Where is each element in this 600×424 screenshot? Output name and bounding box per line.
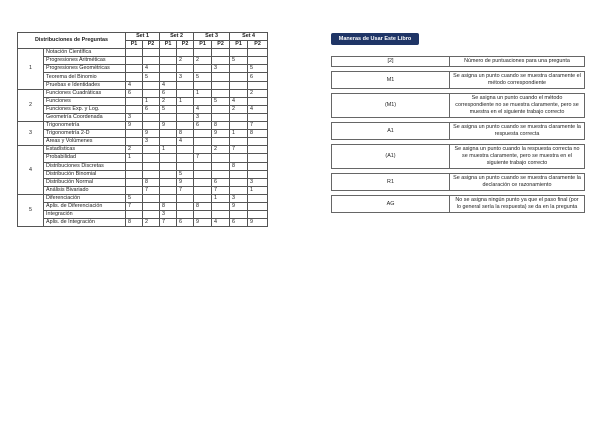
question-number-cell xyxy=(126,105,143,113)
set-header: Set 4 xyxy=(230,33,268,41)
question-number-cell: 9 xyxy=(194,219,212,227)
question-number-cell: 8 xyxy=(212,122,230,130)
section-number: 3 xyxy=(18,122,44,146)
question-number-cell: 4 xyxy=(212,219,230,227)
marking-code: A1 xyxy=(332,123,450,140)
question-number-cell xyxy=(194,194,212,202)
marking-code: (M1) xyxy=(332,94,450,118)
question-number-cell: 3 xyxy=(248,178,268,186)
question-number-cell xyxy=(160,154,177,162)
question-number-cell: 2 xyxy=(194,57,212,65)
table-title: Distribuciones de Preguntas xyxy=(18,33,126,49)
question-number-cell xyxy=(143,202,160,210)
marking-description: Se asigna un punto cuando el método correspondiente no se muestra claramente, pero se muestra en el siguiente trabajo correcto xyxy=(450,94,585,118)
question-number-cell: 5 xyxy=(230,57,248,65)
marking-code-row xyxy=(332,174,585,191)
question-number-cell: 9 xyxy=(160,122,177,130)
question-number-cell xyxy=(248,202,268,210)
table-row xyxy=(18,73,268,81)
question-distribution-table xyxy=(17,32,268,227)
marking-code: (A1) xyxy=(332,145,450,169)
question-number-cell xyxy=(160,178,177,186)
question-number-cell: 1 xyxy=(177,97,194,105)
question-number-cell: 6 xyxy=(143,105,160,113)
table-row xyxy=(18,194,268,202)
question-number-cell: 6 xyxy=(160,89,177,97)
question-number-cell xyxy=(230,178,248,186)
topic-cell: Notación Científica xyxy=(44,49,126,57)
question-number-cell xyxy=(212,105,230,113)
question-number-cell xyxy=(248,49,268,57)
question-number-cell: 8 xyxy=(230,162,248,170)
question-number-cell xyxy=(177,113,194,121)
question-number-cell xyxy=(126,170,143,178)
table-row xyxy=(18,219,268,227)
question-number-cell: 1 xyxy=(143,97,160,105)
question-number-cell xyxy=(212,89,230,97)
question-number-cell xyxy=(212,57,230,65)
question-number-cell xyxy=(248,138,268,146)
question-number-cell: 4 xyxy=(126,81,143,89)
topic-cell: Teorema del Binomio xyxy=(44,73,126,81)
question-number-cell: 6 xyxy=(126,89,143,97)
question-number-cell: 6 xyxy=(212,178,230,186)
question-number-cell xyxy=(126,178,143,186)
topic-cell: Trigonometría 2-D xyxy=(44,130,126,138)
paper-header: P2 xyxy=(143,41,160,49)
question-number-cell: 4 xyxy=(248,105,268,113)
paper-header: P2 xyxy=(212,41,230,49)
question-number-cell xyxy=(160,73,177,81)
paper-header: P2 xyxy=(248,41,268,49)
marking-description: Se asigna un punto cuando se muestra claramente la respuesta correcta xyxy=(450,123,585,140)
topic-cell: Distribución Normal xyxy=(44,178,126,186)
question-number-cell xyxy=(212,170,230,178)
question-number-cell xyxy=(194,49,212,57)
question-number-cell xyxy=(160,113,177,121)
question-number-cell: 4 xyxy=(194,105,212,113)
question-number-cell: 9 xyxy=(248,219,268,227)
question-number-cell xyxy=(177,89,194,97)
question-number-cell: 8 xyxy=(143,178,160,186)
topic-cell: Trigonometría xyxy=(44,122,126,130)
table-row xyxy=(18,89,268,97)
question-number-cell: 5 xyxy=(177,170,194,178)
question-number-cell: 9 xyxy=(212,130,230,138)
question-number-cell xyxy=(126,138,143,146)
marking-description: Se asigna un punto cuando se muestra claramente el método correspondiente xyxy=(450,72,585,89)
question-number-cell xyxy=(160,130,177,138)
question-number-cell xyxy=(126,57,143,65)
question-number-cell xyxy=(212,202,230,210)
question-number-cell: 9 xyxy=(143,130,160,138)
question-number-cell xyxy=(160,57,177,65)
question-number-cell xyxy=(126,211,143,219)
topic-cell: Funciones Exp. y Log. xyxy=(44,105,126,113)
table-row xyxy=(18,65,268,73)
question-number-cell: 8 xyxy=(248,130,268,138)
topic-cell: Distribución Binomial xyxy=(44,170,126,178)
question-number-cell xyxy=(212,154,230,162)
marking-code: M1 xyxy=(332,72,450,89)
question-number-cell: 7 xyxy=(177,186,194,194)
topic-cell: Pruebas e Identidades xyxy=(44,81,126,89)
table-row xyxy=(18,146,268,154)
section-number: 1 xyxy=(18,49,44,89)
set-header: Set 2 xyxy=(160,33,194,41)
question-number-cell xyxy=(248,162,268,170)
question-number-cell: 7 xyxy=(230,146,248,154)
topic-cell: Aplis. de Diferenciación xyxy=(44,202,126,210)
question-number-cell: 6 xyxy=(248,73,268,81)
question-number-cell xyxy=(230,211,248,219)
paper-header: P2 xyxy=(177,41,194,49)
table-row xyxy=(18,122,268,130)
table-row xyxy=(18,178,268,186)
table-row xyxy=(18,211,268,219)
question-number-cell xyxy=(212,81,230,89)
table-row xyxy=(18,81,268,89)
question-number-cell: 3 xyxy=(194,113,212,121)
question-number-cell: 5 xyxy=(194,73,212,81)
question-number-cell xyxy=(230,122,248,130)
topic-cell: Distribuciones Discretas xyxy=(44,162,126,170)
question-number-cell xyxy=(230,73,248,81)
question-number-cell xyxy=(248,194,268,202)
question-number-cell: 8 xyxy=(160,202,177,210)
question-number-cell xyxy=(143,194,160,202)
question-number-cell xyxy=(212,113,230,121)
question-number-cell xyxy=(177,162,194,170)
marking-code: [2] xyxy=(332,57,450,67)
question-number-cell: 3 xyxy=(230,194,248,202)
question-number-cell xyxy=(230,81,248,89)
question-number-cell xyxy=(126,73,143,81)
question-number-cell: 7 xyxy=(160,219,177,227)
table-row xyxy=(18,113,268,121)
question-number-cell xyxy=(177,202,194,210)
question-number-cell xyxy=(160,65,177,73)
question-number-cell xyxy=(248,81,268,89)
question-number-cell: 7 xyxy=(212,186,230,194)
topic-cell: Funciones xyxy=(44,97,126,105)
question-number-cell: 2 xyxy=(160,97,177,105)
question-number-cell: 1 xyxy=(194,89,212,97)
topic-cell: Progresiones Geométricas xyxy=(44,65,126,73)
question-number-cell: 7 xyxy=(126,202,143,210)
question-number-cell: 3 xyxy=(212,65,230,73)
topic-cell: Estadísticas xyxy=(44,146,126,154)
question-number-cell: 3 xyxy=(143,138,160,146)
marking-code: R1 xyxy=(332,174,450,191)
table-row xyxy=(18,154,268,162)
topic-cell: Geometría Coordenada xyxy=(44,113,126,121)
question-number-cell: 5 xyxy=(160,105,177,113)
question-number-cell: 3 xyxy=(126,113,143,121)
question-number-cell xyxy=(177,194,194,202)
paper-header: P1 xyxy=(194,41,212,49)
question-number-cell xyxy=(160,186,177,194)
topic-cell: Áreas y Volúmenes xyxy=(44,138,126,146)
question-number-cell xyxy=(194,81,212,89)
question-number-cell xyxy=(126,186,143,194)
question-number-cell: 6 xyxy=(194,122,212,130)
question-number-cell xyxy=(194,65,212,73)
marking-code-row xyxy=(332,145,585,169)
paper-header: P1 xyxy=(160,41,177,49)
question-number-cell xyxy=(143,89,160,97)
question-number-cell xyxy=(248,211,268,219)
question-number-cell xyxy=(177,154,194,162)
question-number-cell xyxy=(177,105,194,113)
question-number-cell: 6 xyxy=(177,219,194,227)
topic-cell: Diferenciación xyxy=(44,194,126,202)
question-number-cell: 3 xyxy=(160,211,177,219)
marking-code: AG xyxy=(332,196,450,213)
question-number-cell xyxy=(248,113,268,121)
question-number-cell xyxy=(230,113,248,121)
table-row xyxy=(18,138,268,146)
question-number-cell xyxy=(230,65,248,73)
question-number-cell xyxy=(212,49,230,57)
question-number-cell: 1 xyxy=(160,146,177,154)
question-number-cell xyxy=(177,146,194,154)
question-number-cell xyxy=(143,146,160,154)
topic-cell: Funciones Cuadráticas xyxy=(44,89,126,97)
question-number-cell: 1 xyxy=(248,186,268,194)
question-number-cell xyxy=(194,130,212,138)
question-number-cell xyxy=(143,162,160,170)
question-number-cell: 9 xyxy=(230,202,248,210)
question-number-cell: 5 xyxy=(212,97,230,105)
question-number-cell: 2 xyxy=(248,89,268,97)
table-row xyxy=(18,162,268,170)
question-number-cell xyxy=(212,73,230,81)
question-number-cell xyxy=(194,211,212,219)
question-number-cell: 5 xyxy=(143,73,160,81)
table-row xyxy=(18,170,268,178)
question-number-cell xyxy=(230,49,248,57)
question-number-cell xyxy=(248,57,268,65)
question-number-cell xyxy=(248,97,268,105)
paper-header: P1 xyxy=(230,41,248,49)
question-number-cell xyxy=(230,154,248,162)
question-number-cell xyxy=(160,170,177,178)
question-number-cell xyxy=(126,49,143,57)
question-number-cell: 4 xyxy=(143,65,160,73)
question-number-cell xyxy=(143,170,160,178)
question-number-cell: 4 xyxy=(177,138,194,146)
question-number-cell xyxy=(230,89,248,97)
question-number-cell xyxy=(194,186,212,194)
table-row xyxy=(18,49,268,57)
question-number-cell: 8 xyxy=(177,130,194,138)
question-number-cell xyxy=(230,170,248,178)
question-number-cell: 7 xyxy=(248,122,268,130)
question-number-cell xyxy=(177,122,194,130)
ways-body xyxy=(332,57,585,213)
question-number-cell xyxy=(143,81,160,89)
question-number-cell xyxy=(160,138,177,146)
question-number-cell xyxy=(194,146,212,154)
table-row xyxy=(18,202,268,210)
marking-code-row xyxy=(332,72,585,89)
set-header: Set 3 xyxy=(194,33,230,41)
question-number-cell xyxy=(230,186,248,194)
question-number-cell xyxy=(194,138,212,146)
question-number-cell xyxy=(143,49,160,57)
question-number-cell: 5 xyxy=(248,65,268,73)
question-number-cell: 9 xyxy=(177,178,194,186)
marking-description: Se asigna un punto cuando se muestra claramente la declaración ce razonamiento xyxy=(450,174,585,191)
question-number-cell: 7 xyxy=(194,154,212,162)
distribution-body xyxy=(18,49,268,227)
question-number-cell xyxy=(212,211,230,219)
question-number-cell xyxy=(194,97,212,105)
question-number-cell xyxy=(212,138,230,146)
set-header: Set 1 xyxy=(126,33,160,41)
question-number-cell xyxy=(160,194,177,202)
question-number-cell: 2 xyxy=(126,146,143,154)
question-number-cell: 3 xyxy=(177,73,194,81)
marking-code-row xyxy=(332,94,585,118)
question-number-cell xyxy=(143,122,160,130)
table-row xyxy=(18,186,268,194)
table-row xyxy=(18,57,268,65)
table-row xyxy=(18,105,268,113)
question-number-cell xyxy=(143,154,160,162)
question-number-cell xyxy=(194,162,212,170)
question-number-cell xyxy=(143,57,160,65)
question-number-cell xyxy=(126,162,143,170)
question-number-cell: 1 xyxy=(126,154,143,162)
question-number-cell: 2 xyxy=(230,105,248,113)
section-number: 4 xyxy=(18,146,44,195)
question-number-cell: 1 xyxy=(212,194,230,202)
question-number-cell: 7 xyxy=(143,186,160,194)
topic-cell: Aplis. de Integración xyxy=(44,219,126,227)
table-row xyxy=(18,97,268,105)
question-number-cell xyxy=(248,170,268,178)
question-number-cell xyxy=(143,113,160,121)
paper-header: P1 xyxy=(126,41,143,49)
question-number-cell xyxy=(212,162,230,170)
ways-to-use-table xyxy=(331,56,585,213)
question-number-cell xyxy=(143,211,160,219)
question-number-cell xyxy=(160,162,177,170)
question-number-cell xyxy=(177,49,194,57)
question-number-cell xyxy=(177,65,194,73)
marking-description: Número de puntuaciones para una pregunta xyxy=(450,57,585,67)
marking-code-row xyxy=(332,196,585,213)
topic-cell: Integración xyxy=(44,211,126,219)
question-number-cell: 2 xyxy=(212,146,230,154)
marking-code-row xyxy=(332,123,585,140)
section-number: 5 xyxy=(18,194,44,226)
table-row xyxy=(18,130,268,138)
question-number-cell: 8 xyxy=(194,202,212,210)
marking-description: Se asigna un punto cuando la respuesta correcta no se muestra claramente, pero se muestra en el siguiente trabajo correcto xyxy=(450,145,585,169)
question-number-cell: 4 xyxy=(160,81,177,89)
topic-cell: Progresiones Aritméticas xyxy=(44,57,126,65)
question-number-cell: 6 xyxy=(230,219,248,227)
question-number-cell: 5 xyxy=(126,194,143,202)
section-number: 2 xyxy=(18,89,44,121)
question-number-cell xyxy=(160,49,177,57)
question-number-cell xyxy=(194,170,212,178)
ways-to-use-badge: Maneras de Usar Este Libro xyxy=(331,33,419,45)
question-number-cell: 2 xyxy=(177,57,194,65)
question-number-cell: 4 xyxy=(230,97,248,105)
question-number-cell xyxy=(126,130,143,138)
question-number-cell xyxy=(194,178,212,186)
question-number-cell xyxy=(126,65,143,73)
marking-code-row xyxy=(332,57,585,67)
marking-description: No se asigna ningún punto ya que el paso final (por lo general sería la respuesta) se da en la pregunta xyxy=(450,196,585,213)
question-number-cell xyxy=(230,138,248,146)
question-number-cell xyxy=(177,81,194,89)
question-number-cell: 1 xyxy=(230,130,248,138)
question-number-cell: 9 xyxy=(126,122,143,130)
question-number-cell xyxy=(126,97,143,105)
question-number-cell xyxy=(248,146,268,154)
question-number-cell: 8 xyxy=(126,219,143,227)
topic-cell: Análisis Bivariado xyxy=(44,186,126,194)
topic-cell: Probabilidad xyxy=(44,154,126,162)
question-number-cell xyxy=(248,154,268,162)
question-number-cell xyxy=(177,211,194,219)
question-number-cell: 2 xyxy=(143,219,160,227)
